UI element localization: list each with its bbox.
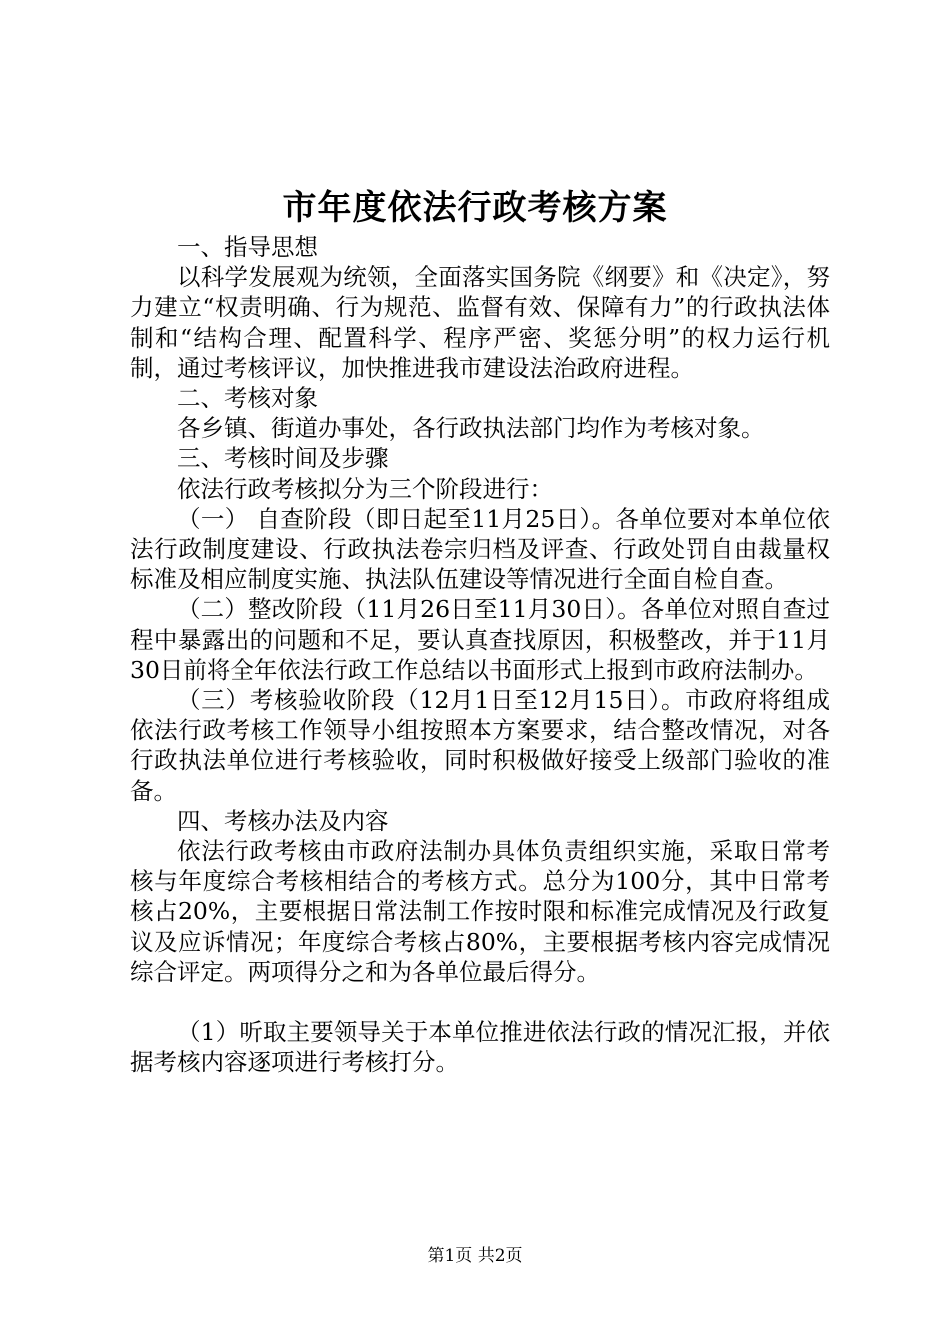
document-body — [130, 232, 830, 1077]
section-heading-assessment-targets: 二、考核对象 — [177, 384, 318, 413]
paragraph-guiding-ideology: 以科学发展观为统领，全面落实国务院《纲要》和《决定》，努力建立“权责明确、行为规范、监督有效、保障有力”的行政执法体制和“结构合理、配置科学、程序严密、奖惩分明”的权力运行机制，通过考核评议，加快推进我市建设法治政府进程。 — [130, 263, 830, 382]
paragraph-methods-and-content: 依法行政考核由市政府法制办具体负责组织实施，采取日常考核与年度综合考核相结合的考核方式。总分为100分，其中日常考核占20%，主要根据日常法制工作按时限和标准完成情况及行政复议及应诉情况；年度综合考核占80%，主要根据考核内容完成情况综合评定。两项得分之和为各单位最后得分。 — [130, 837, 830, 986]
paragraph-three-stages: 依法行政考核拟分为三个阶段进行： — [177, 474, 553, 503]
section-heading-time-and-steps: 三、考核时间及步骤 — [177, 444, 389, 473]
document-title: 市年度依法行政考核方案 — [282, 188, 668, 228]
paragraph-self-check-stage: （一） 自查阶段（即日起至11月25日）。各单位要对本单位依法行政制度建设、行政执法卷宗归档及评查、行政处罚自由裁量权标准及相应制度实施、执法队伍建设等情况进行全面自检自查。 — [130, 504, 830, 594]
paragraph-rectification-stage: （二）整改阶段（11月26日至11月30日）。各单位对照自查过程中暴露出的问题和不足，要认真查找原因，积极整改，并于11月30日前将全年依法行政工作总结以书面形式上报到市政府法制办。 — [130, 595, 830, 684]
section-heading-guiding-ideology: 一、指导思想 — [177, 233, 318, 261]
page-footer: 第1页 共2页 — [427, 1246, 523, 1266]
paragraph-item-1: （1）听取主要领导关于本单位推进依法行政的情况汇报，并依据考核内容逐项进行考核打分。 — [130, 1018, 830, 1077]
paragraph-assessment-targets: 各乡镇、街道办事处，各行政执法部门均作为考核对象。 — [177, 414, 765, 443]
section-heading-methods-and-content: 四、考核办法及内容 — [177, 806, 389, 835]
paragraph-acceptance-stage: （三）考核验收阶段（12月1日至12月15日）。市政府将组成依法行政考核工作领导小组按照本方案要求，结合整改情况，对各行政执法单位进行考核验收，同时积极做好接受上级部门验收的准备。 — [130, 686, 830, 805]
